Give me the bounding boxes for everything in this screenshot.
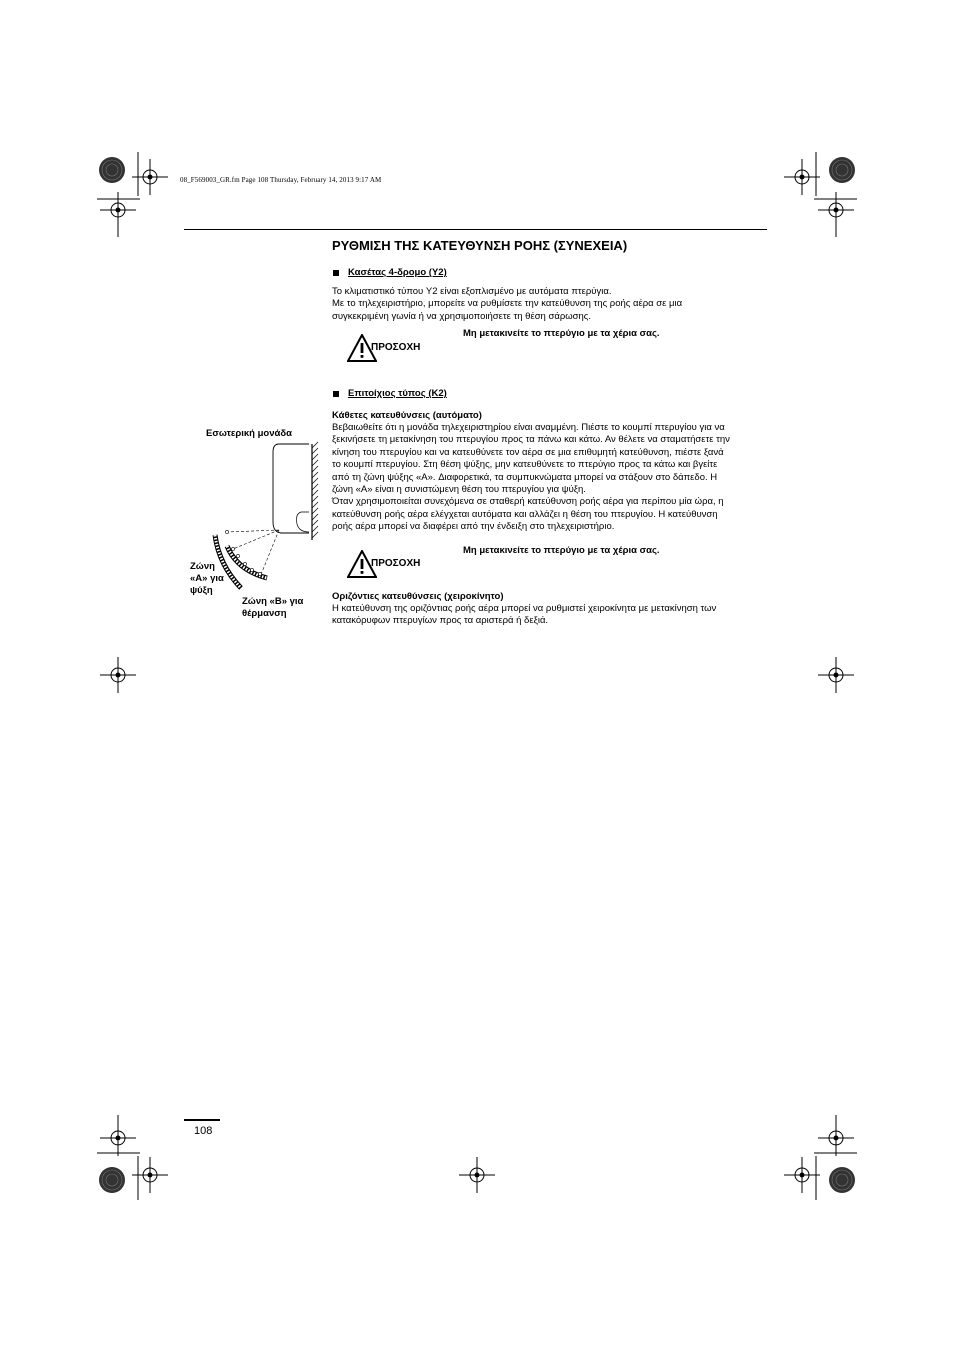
vertical-heading: Κάθετες κατευθύνσεις (αυτόματο) <box>332 410 482 421</box>
vertical-line: από τη ζώνη ψύξης «A». Διαφορετικά, τα συμπυκνώματα μπορεί να στάξουν στο δάπεδο. Η <box>332 471 718 483</box>
cassette-paragraph <box>332 286 682 323</box>
horizontal-paragraph <box>332 603 716 628</box>
cassette-heading <box>333 267 447 278</box>
zone-b-line: Ζώνη «B» για <box>242 596 304 607</box>
vertical-line: το κουμπί πτερυγίου. Στη θέση ψύξης, μην κατευθύνετε το πτερύγιο προς τα κάτω και βγείτε <box>332 459 718 471</box>
top-rule <box>184 229 767 230</box>
zone-a-line: ψύξη <box>190 585 213 596</box>
indoor-unit-label-text: Εσωτερική μονάδα <box>206 428 292 439</box>
horizontal-heading: Οριζόντιες κατευθύνσεις (χειροκίνητο) <box>332 591 504 602</box>
section-title: ΡΥΘΜΙΣΗ ΤΗΣ ΚΑΤΕΥΘΥΝΣΗ ΡΟΗΣ (ΣΥΝΕΧΕΙΑ) <box>332 238 628 253</box>
zone-a-label <box>190 561 224 597</box>
vertical-line: κατεύθυνση ροής αέρα ελέγχεται αυτόματα και αλλάζει η θέση του πτερυγίου. Η κατεύθυνση <box>332 508 718 520</box>
vertical-line: Βεβαιωθείτε ότι η μονάδα τηλεχειριστηρίου είναι αναμμένη. Πιέστε το κουμπί πτερυγίου για να <box>332 422 725 433</box>
zone-b-label <box>242 596 303 620</box>
wall-heading <box>333 388 447 399</box>
cassette-line: Το κλιματιστικό τύπου Y2 είναι εξοπλισμένο με αυτόματα πτερύγια. <box>332 286 612 297</box>
horizontal-line: κατακόρυφων πτερυγίων προς τα αριστερά ή δεξιά. <box>332 615 549 627</box>
wall-caution-text: Μη μετακινείτε το πτερύγιο με τα χέρια σας. <box>463 545 660 556</box>
file-header: 08_F569003_GR.fm Page 108 Thursday, February 14, 2013 9:17 AM <box>180 176 382 184</box>
cassette-heading-text: Κασέτας 4-δρομο (Y2) <box>348 267 447 278</box>
cassette-caution-text: Μη μετακινείτε το πτερύγιο με τα χέρια σας. <box>463 328 660 339</box>
zone-a-line: Ζώνη <box>190 561 215 572</box>
cassette-caution-label: ΠΡΟΣΟΧΗ <box>371 342 421 353</box>
bottom-rule <box>184 1119 220 1121</box>
zone-b-line: θέρμανση <box>242 608 287 619</box>
cassette-line: Με το τηλεχειριστήριο, μπορείτε να ρυθμίσετε την κατεύθυνση της ροής αέρα σε μια <box>332 298 683 310</box>
bullet-square <box>333 270 339 276</box>
vertical-paragraph <box>332 422 730 534</box>
wall-caution-label: ΠΡΟΣΟΧΗ <box>371 558 421 569</box>
vertical-line: ζώνη «A» είναι η συνιστώμενη θέση του πτερυγίου για ψύξη. <box>332 484 586 496</box>
vertical-line: ξεκινήσετε τη μετακίνηση του πτερυγίου προς τα πάνω και κάτω. Αν θέλετε να σταματήσετε την <box>332 434 730 446</box>
indoor-unit-label <box>206 428 292 440</box>
cassette-line: συγκεκριμένη γωνία ή να χρησιμοποιήσετε τη θέση σάρωσης. <box>332 310 592 322</box>
vertical-line: κίνηση του πτερυγίου και να κατευθύνετε τον αέρα σε μια επιθυμητή κατεύθυνση, πιέστε ξανά <box>332 446 724 458</box>
vertical-line: ροής αέρα μπορεί να διαφέρει από την ένδειξη στο τηλεχειριστήριο. <box>332 521 615 533</box>
page-number: 108 <box>194 1125 213 1137</box>
horizontal-line: Η κατεύθυνση της οριζόντιας ροής αέρα μπορεί να ρυθμιστεί χειροκίνητα με μετακίνηση των <box>332 603 717 614</box>
bullet-square <box>333 391 339 397</box>
zone-a-line: «A» για <box>190 573 224 584</box>
wall-heading-text: Επιτοίχιος τύπος (K2) <box>348 388 447 399</box>
vertical-line: Όταν χρησιμοποιείται συνεχόμενα σε σταθερή κατεύθυνση ροής αέρα για περίπου μία ώρα, η <box>332 496 724 508</box>
